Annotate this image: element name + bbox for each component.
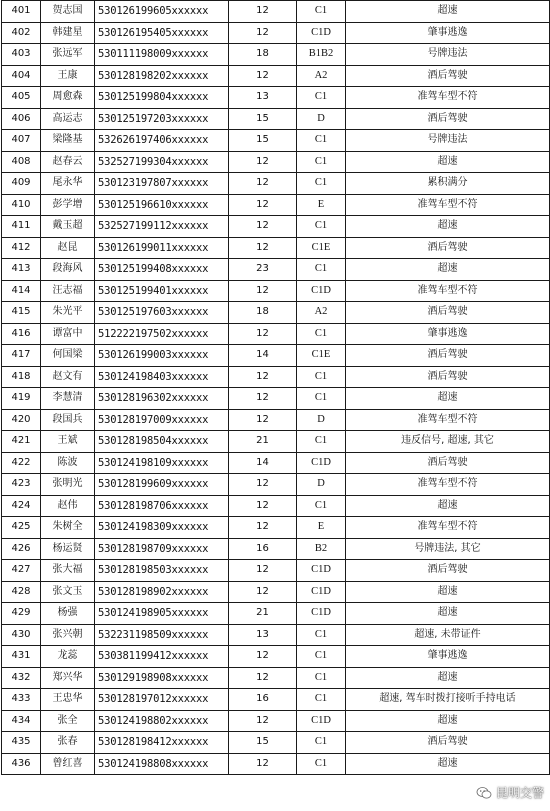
id-number: 530124198905xxxxxx [95,603,229,625]
license-class: D [297,474,346,496]
license-class: E [297,194,346,216]
violation-reason: 超速 [346,581,550,603]
driver-name: 尾永华 [41,173,95,195]
id-number: 530128198706xxxxxx [95,495,229,517]
row-number: 429 [2,603,41,625]
penalty-points: 16 [229,538,297,560]
penalty-points: 12 [229,388,297,410]
penalty-points: 12 [229,474,297,496]
row-number: 417 [2,345,41,367]
violation-reason: 超速 [346,388,550,410]
penalty-points: 12 [229,667,297,689]
table-row [2,151,550,173]
row-number: 431 [2,646,41,668]
license-class: C1 [297,259,346,281]
license-class: C1D [297,452,346,474]
row-number: 410 [2,194,41,216]
penalty-points: 12 [229,151,297,173]
table-row [2,753,550,775]
driver-name: 龙蕊 [41,646,95,668]
row-number: 420 [2,409,41,431]
driver-name: 张文玉 [41,581,95,603]
driver-name: 赵春云 [41,151,95,173]
row-number: 411 [2,216,41,238]
row-number: 425 [2,517,41,539]
row-number: 427 [2,560,41,582]
license-class: C1E [297,237,346,259]
row-number: 409 [2,173,41,195]
row-number: 435 [2,732,41,754]
table-row [2,87,550,109]
penalty-points: 14 [229,345,297,367]
driver-name: 彭学增 [41,194,95,216]
penalty-points: 13 [229,624,297,646]
table-row [2,388,550,410]
license-class: E [297,517,346,539]
row-number: 414 [2,280,41,302]
id-number: 532527199112xxxxxx [95,216,229,238]
license-class: C1 [297,388,346,410]
table-row [2,646,550,668]
penalty-points: 13 [229,87,297,109]
id-number: 530124198403xxxxxx [95,366,229,388]
driver-name: 汪志福 [41,280,95,302]
penalty-points: 18 [229,302,297,324]
id-number: 530128198504xxxxxx [95,431,229,453]
table-row [2,237,550,259]
violation-reason: 肇事逃逸 [346,646,550,668]
license-class: C1 [297,173,346,195]
watermark [476,784,544,801]
row-number: 415 [2,302,41,324]
id-number: 532231198509xxxxxx [95,624,229,646]
driver-name: 李慧清 [41,388,95,410]
driver-name: 张全 [41,710,95,732]
penalty-points: 18 [229,44,297,66]
violation-reason: 超速 [346,1,550,23]
id-number: 530128198902xxxxxx [95,581,229,603]
driver-name: 韩建星 [41,22,95,44]
row-number: 422 [2,452,41,474]
id-number: 530381199412xxxxxx [95,646,229,668]
table-row [2,108,550,130]
violation-reason: 酒后驾驶 [346,732,550,754]
id-number: 530125196610xxxxxx [95,194,229,216]
penalty-points: 21 [229,431,297,453]
row-number: 418 [2,366,41,388]
penalty-points: 12 [229,560,297,582]
license-class: D [297,409,346,431]
license-class: C1 [297,732,346,754]
table-row [2,173,550,195]
violation-reason: 准驾车型不符 [346,280,550,302]
violation-reason: 准驾车型不符 [346,474,550,496]
row-number: 402 [2,22,41,44]
row-number: 405 [2,87,41,109]
table-row [2,431,550,453]
license-class: C1 [297,753,346,775]
table-row [2,538,550,560]
penalty-points: 12 [229,710,297,732]
id-number: 532626197406xxxxxx [95,130,229,152]
penalty-points: 12 [229,216,297,238]
row-number: 426 [2,538,41,560]
driver-name: 梁隆基 [41,130,95,152]
violation-reason: 超速 [346,259,550,281]
penalty-points: 23 [229,259,297,281]
row-number: 432 [2,667,41,689]
driver-name: 朱光平 [41,302,95,324]
driver-name: 王忠华 [41,689,95,711]
row-number: 423 [2,474,41,496]
id-number: 512222197502xxxxxx [95,323,229,345]
id-number: 530123197807xxxxxx [95,173,229,195]
penalty-points: 12 [229,409,297,431]
violation-reason: 准驾车型不符 [346,517,550,539]
table-row [2,194,550,216]
driver-name: 段海风 [41,259,95,281]
id-number: 530128198709xxxxxx [95,538,229,560]
violation-reason: 超速 [346,151,550,173]
violation-reason: 超速 [346,603,550,625]
violation-reason: 酒后驾驶 [346,452,550,474]
violation-reason: 超速 [346,753,550,775]
license-class: C1 [297,689,346,711]
watermark-text: 昆明交警 [495,786,544,800]
driver-name: 段国兵 [41,409,95,431]
driver-name: 戴玉超 [41,216,95,238]
penalty-points: 12 [229,581,297,603]
violation-reason: 超速, 未带证件 [346,624,550,646]
license-class: C1D [297,22,346,44]
id-number: 530125199401xxxxxx [95,280,229,302]
table-row [2,603,550,625]
penalty-points: 12 [229,517,297,539]
violation-reason: 违反信号, 超速, 其它 [346,431,550,453]
table-row [2,366,550,388]
table-row [2,474,550,496]
penalty-points: 12 [229,22,297,44]
id-number: 530128196302xxxxxx [95,388,229,410]
row-number: 408 [2,151,41,173]
penalty-points: 12 [229,366,297,388]
license-class: C1 [297,646,346,668]
license-class: C1 [297,624,346,646]
table-row [2,345,550,367]
row-number: 428 [2,581,41,603]
penalty-points: 12 [229,495,297,517]
table-body [2,1,550,775]
penalty-points: 15 [229,108,297,130]
violation-reason: 号牌违法, 其它 [346,538,550,560]
table-row [2,452,550,474]
row-number: 404 [2,65,41,87]
table-row [2,22,550,44]
driver-name: 王斌 [41,431,95,453]
table-row [2,667,550,689]
id-number: 530124198808xxxxxx [95,753,229,775]
row-number: 401 [2,1,41,23]
violation-reason: 肇事逃逸 [346,22,550,44]
id-number: 530128198503xxxxxx [95,560,229,582]
id-number: 530111198009xxxxxx [95,44,229,66]
license-class: C1 [297,1,346,23]
license-class: B1B2 [297,44,346,66]
violation-reason: 酒后驾驶 [346,237,550,259]
violation-reason: 号牌违法 [346,130,550,152]
license-class: A2 [297,302,346,324]
driver-name: 周愈森 [41,87,95,109]
driver-name: 曾红喜 [41,753,95,775]
license-class: C1 [297,323,346,345]
penalty-points: 12 [229,323,297,345]
license-class: C1 [297,216,346,238]
driver-name: 高运志 [41,108,95,130]
row-number: 424 [2,495,41,517]
driver-name: 张远军 [41,44,95,66]
wechat-icon [476,785,492,801]
row-number: 413 [2,259,41,281]
table-row [2,495,550,517]
penalty-points: 12 [229,280,297,302]
violation-reason: 肇事逃逸 [346,323,550,345]
table-row [2,130,550,152]
license-class: C1D [297,710,346,732]
violation-reason: 累积满分 [346,173,550,195]
license-class: C1D [297,581,346,603]
license-class: C1 [297,667,346,689]
violation-reason: 超速, 驾车时拨打接听手持电话 [346,689,550,711]
penalty-points: 15 [229,130,297,152]
row-number: 406 [2,108,41,130]
row-number: 419 [2,388,41,410]
table-row [2,581,550,603]
row-number: 430 [2,624,41,646]
table-row [2,280,550,302]
license-class: C1D [297,603,346,625]
id-number: 530125199804xxxxxx [95,87,229,109]
driver-name: 谭富中 [41,323,95,345]
table-row [2,65,550,87]
license-class: C1 [297,495,346,517]
penalty-points: 15 [229,732,297,754]
table-row [2,259,550,281]
table-row [2,732,550,754]
id-number: 530125199408xxxxxx [95,259,229,281]
violation-reason: 酒后驾驶 [346,366,550,388]
row-number: 434 [2,710,41,732]
license-class: C1 [297,366,346,388]
violation-reason: 酒后驾驶 [346,302,550,324]
violation-reason: 准驾车型不符 [346,87,550,109]
penalty-points: 12 [229,753,297,775]
license-class: C1 [297,151,346,173]
driver-name: 张明光 [41,474,95,496]
penalty-points: 12 [229,65,297,87]
license-class: A2 [297,65,346,87]
driver-name: 赵伟 [41,495,95,517]
violation-reason: 准驾车型不符 [346,194,550,216]
id-number: 530124198309xxxxxx [95,517,229,539]
penalty-points: 12 [229,237,297,259]
table-row [2,710,550,732]
driver-name: 何国梁 [41,345,95,367]
violation-reason: 超速 [346,667,550,689]
id-number: 530126199605xxxxxx [95,1,229,23]
id-number: 530128199609xxxxxx [95,474,229,496]
license-class: B2 [297,538,346,560]
violation-reason: 酒后驾驶 [346,108,550,130]
driver-name: 杨运贤 [41,538,95,560]
table-row [2,44,550,66]
table-row [2,216,550,238]
driver-name: 赵文有 [41,366,95,388]
violation-reason: 酒后驾驶 [346,560,550,582]
id-number: 530126199003xxxxxx [95,345,229,367]
violation-reason: 酒后驾驶 [346,345,550,367]
penalty-points: 12 [229,173,297,195]
table-row [2,517,550,539]
license-class: C1D [297,280,346,302]
driver-name: 赵昆 [41,237,95,259]
row-number: 403 [2,44,41,66]
driver-name: 张大福 [41,560,95,582]
driver-name: 贺志国 [41,1,95,23]
id-number: 530124198802xxxxxx [95,710,229,732]
driver-name: 张春 [41,732,95,754]
id-number: 530128198202xxxxxx [95,65,229,87]
row-number: 436 [2,753,41,775]
row-number: 433 [2,689,41,711]
violation-reason: 超速 [346,216,550,238]
penalty-points: 21 [229,603,297,625]
penalty-table [1,0,550,775]
license-class: C1 [297,431,346,453]
violation-reason: 超速 [346,495,550,517]
penalty-points: 16 [229,689,297,711]
driver-name: 杨强 [41,603,95,625]
row-number: 416 [2,323,41,345]
id-number: 530128197009xxxxxx [95,409,229,431]
license-class: C1D [297,560,346,582]
driver-name: 朱树全 [41,517,95,539]
id-number: 530126195405xxxxxx [95,22,229,44]
id-number: 530124198109xxxxxx [95,452,229,474]
id-number: 530129198908xxxxxx [95,667,229,689]
driver-name: 郑兴华 [41,667,95,689]
table-row [2,302,550,324]
driver-name: 张兴朝 [41,624,95,646]
id-number: 530125197203xxxxxx [95,108,229,130]
table-row [2,409,550,431]
row-number: 421 [2,431,41,453]
table-row [2,1,550,23]
table-row [2,624,550,646]
id-number: 530125197603xxxxxx [95,302,229,324]
violation-reason: 酒后驾驶 [346,65,550,87]
id-number: 530128198412xxxxxx [95,732,229,754]
license-class: C1 [297,87,346,109]
table-row [2,689,550,711]
penalty-points: 12 [229,194,297,216]
id-number: 532527199304xxxxxx [95,151,229,173]
id-number: 530128197012xxxxxx [95,689,229,711]
license-class: C1 [297,130,346,152]
row-number: 407 [2,130,41,152]
driver-name: 陈波 [41,452,95,474]
row-number: 412 [2,237,41,259]
violation-reason: 超速 [346,710,550,732]
violation-reason: 号牌违法 [346,44,550,66]
license-class: D [297,108,346,130]
penalty-points: 12 [229,646,297,668]
violation-reason: 准驾车型不符 [346,409,550,431]
penalty-points: 12 [229,1,297,23]
driver-name: 王康 [41,65,95,87]
table-row [2,560,550,582]
license-class: C1E [297,345,346,367]
table-row [2,323,550,345]
penalty-points: 14 [229,452,297,474]
id-number: 530126199011xxxxxx [95,237,229,259]
